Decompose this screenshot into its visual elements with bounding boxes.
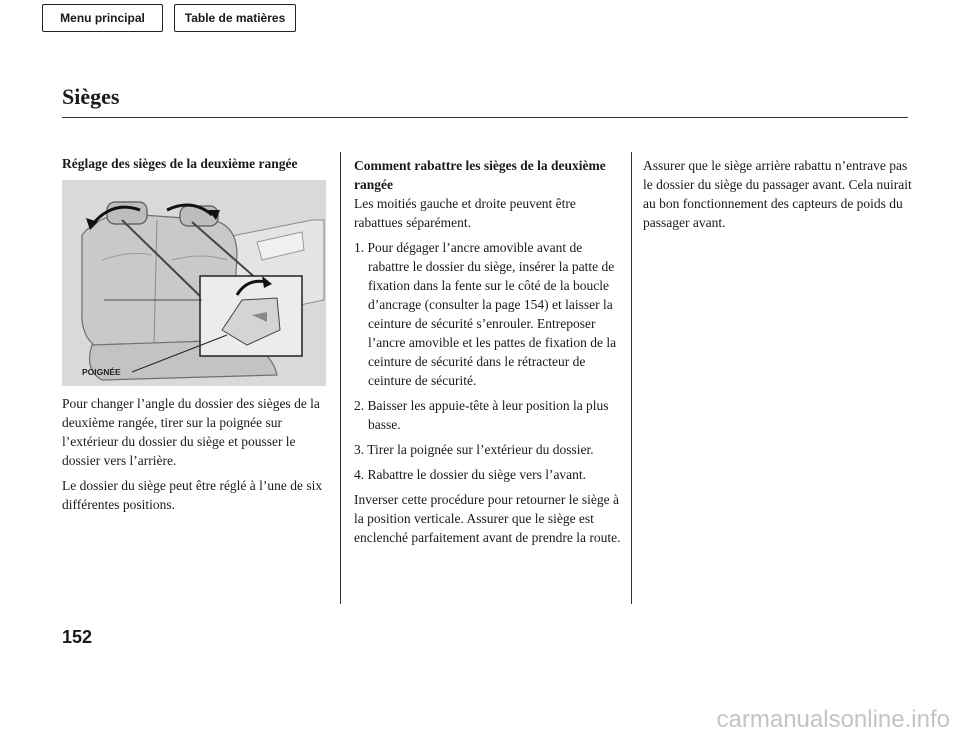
list-item: 1. Pour dégager l’ancre amovible avant de rabattre le dossier du siège, insérer la patte de fixation dans la fente sur le côté de la boucle d’ancrage (consulter la page 154) et laisser la ceinture de sécurité s’enrouler. Entreposer l’ancre amovible et les pattes de fixation de la ceinture de sécurité dans le rétracteur de ceinture de sécurité.: [354, 240, 617, 388]
table-of-contents-button[interactable]: Table de matières: [174, 4, 296, 32]
column-seat-adjustment: [62, 154, 332, 520]
list-item: 4. Rabattre le dossier du siège vers l’avant.: [354, 467, 587, 482]
seat-adjustment-heading: Réglage des sièges de la deuxième rangée: [62, 156, 298, 171]
section-title: Sièges: [62, 84, 120, 109]
list-item: 2. Baisser les appuie-tête à leur position la plus basse.: [354, 398, 609, 432]
seat-adjustment-paragraph-2: Le dossier du siège peut être réglé à l’une de six différentes positions.: [62, 478, 323, 512]
fold-seats-intro: Les moitiés gauche et droite peuvent être rabattues séparément.: [354, 196, 576, 230]
note-paragraph: Assurer que le siège arrière rabattu n’entrave pas le dossier du siège du passager avant. Cela nuirait au bon fonctionnement des capteurs de poids du passager avant.: [643, 158, 912, 230]
fold-steps-list: [354, 238, 624, 484]
fold-seats-closing: Inverser cette procédure pour retourner le siège à la position verticale. Assurer que le siège est enclenché parfaitement avant de prendre la route.: [354, 492, 621, 545]
main-menu-button[interactable]: Menu principal: [42, 4, 163, 32]
seat-adjustment-paragraph-1: Pour changer l’angle du dossier des sièges de la deuxième rangée, tirer sur la poignée sur l’extérieur du dossier du siège et pousser le dossier vers l’arrière.: [62, 396, 320, 468]
column-note: [643, 156, 913, 238]
title-divider: [62, 117, 908, 118]
watermark: carmanualsonline.info: [716, 706, 950, 733]
handle-label: POIGNÉE: [82, 367, 121, 377]
seat-diagram: [62, 180, 326, 386]
fold-seats-heading: Comment rabattre les sièges de la deuxième rangée: [354, 158, 606, 192]
seat-illustration: [62, 180, 326, 386]
column-fold-seats: [354, 156, 624, 553]
column-divider-1: [340, 152, 341, 604]
column-divider-2: [631, 152, 632, 604]
page-number: 152: [62, 627, 93, 647]
list-item: 3. Tirer la poignée sur l’extérieur du dossier.: [354, 442, 594, 457]
